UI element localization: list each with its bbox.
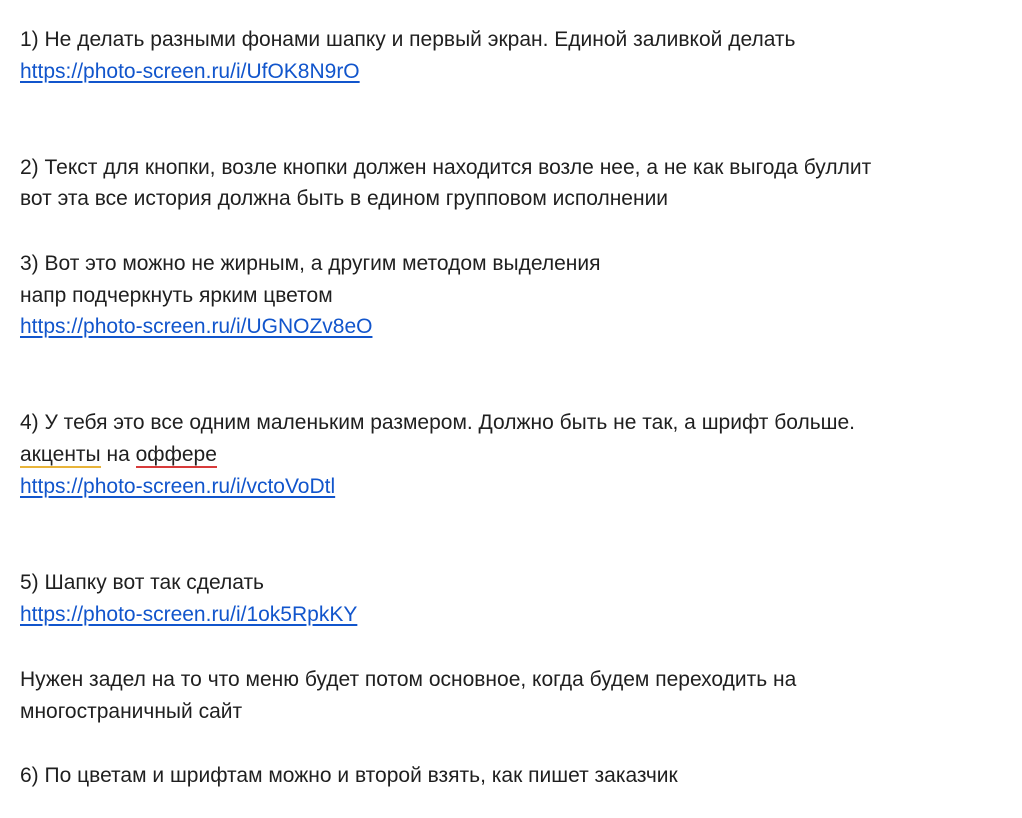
- item-3-link[interactable]: https://photo-screen.ru/i/UGNOZv8eO: [20, 315, 373, 338]
- menu-note-line-2: многостраничный сайт: [20, 700, 243, 723]
- item-2-line-1: 2) Текст для кнопки, возле кнопки должен находится возле нее, а не как выгода буллит: [20, 156, 872, 179]
- item-1-text: 1) Не делать разными фонами шапку и первый экран. Единой заливкой делать: [20, 28, 796, 51]
- item-3-line-1: 3) Вот это можно не жирным, а другим методом выделения: [20, 252, 601, 275]
- item-3-line-2: напр подчеркнуть ярким цветом: [20, 284, 333, 307]
- item-4-connector: на: [100, 443, 136, 466]
- item-1-link-row: [20, 57, 360, 87]
- item-2-line-2: вот эта все история должна быть в едином групповом исполнении: [20, 187, 669, 210]
- item-6-text: 6) По цветам и шрифтам можно и второй взять, как пишет заказчик: [20, 764, 678, 787]
- menu-note-line-1: Нужен задел на то что меню будет потом основное, когда будем переходить на: [20, 668, 797, 691]
- item-5-text: 5) Шапку вот так сделать: [20, 571, 265, 594]
- spellcheck-word-accents[interactable]: акценты: [20, 443, 101, 466]
- item-4-link-row: [20, 472, 335, 502]
- item-3-link-row: [20, 312, 372, 342]
- item-4-line-2: [20, 440, 217, 470]
- item-5-link[interactable]: https://photo-screen.ru/i/1ok5RpkKY: [20, 603, 358, 626]
- item-4-link[interactable]: https://photo-screen.ru/i/vctoVoDtl: [20, 475, 336, 498]
- spellcheck-word-offer[interactable]: оффере: [135, 443, 217, 466]
- item-5-link-row: [20, 600, 357, 630]
- item-1-link[interactable]: https://photo-screen.ru/i/UfOK8N9rO: [20, 60, 360, 83]
- item-4-line-1: 4) У тебя это все одним маленьким размером. Должно быть не так, а шрифт больше.: [20, 411, 856, 434]
